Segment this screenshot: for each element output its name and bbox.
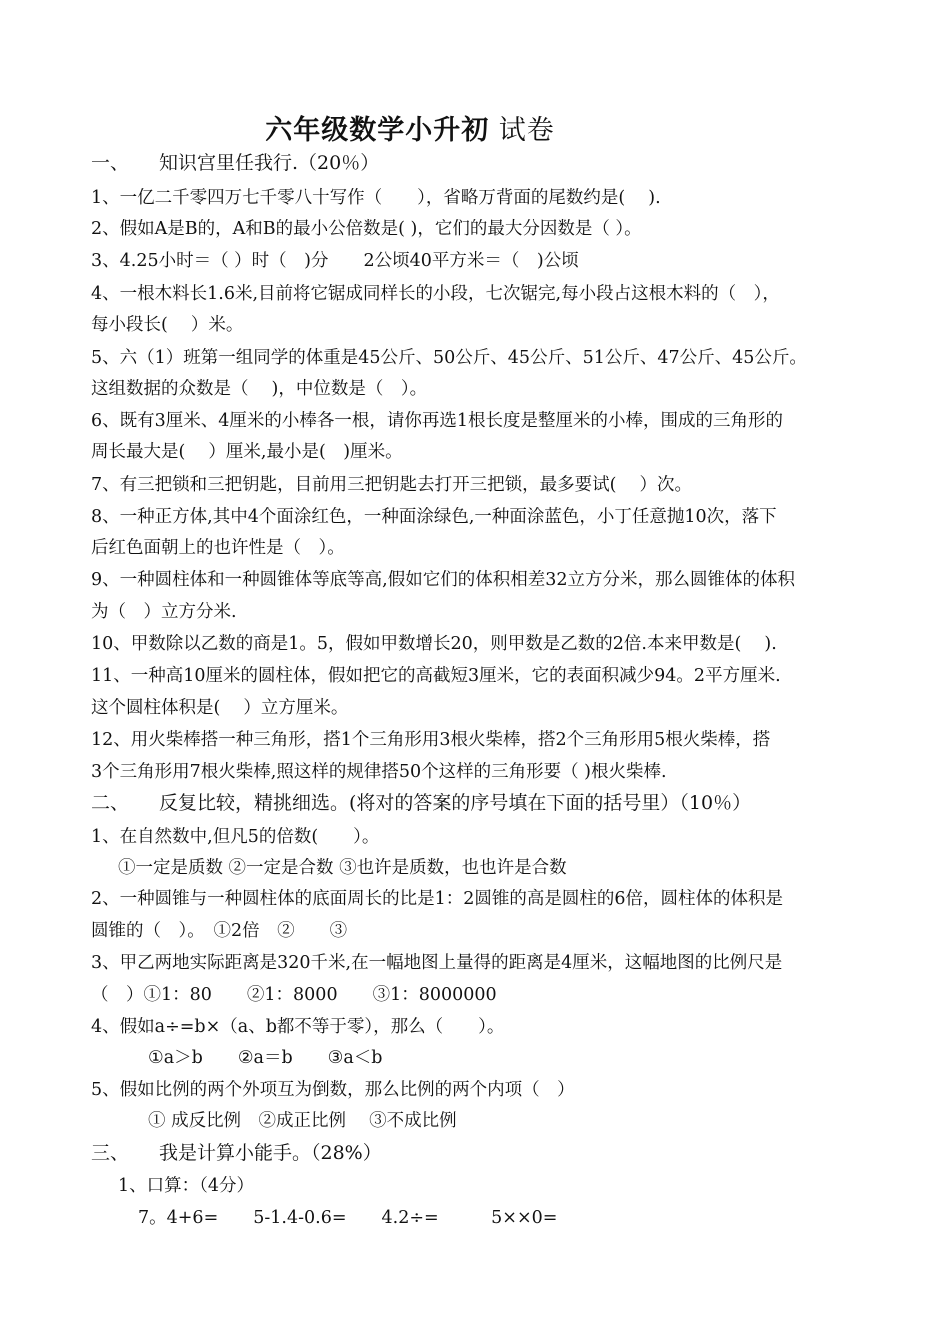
question-line: 3、甲乙两地实际距离是320千米,在一幅地图上量得的距离是4厘米，这幅地图的比例尺是: [91, 953, 783, 973]
question-line: 为（ ）立方分米.: [91, 602, 237, 622]
question-line: 5、六（1）班第一组同学的体重是45公斤、50公斤、45公斤、51公斤、47公斤、45公斤。: [91, 348, 807, 368]
title-main: 六年级数学小升初: [265, 115, 490, 146]
question-line: 12、用火柴棒搭一种三角形，搭1个三角形用3根火柴棒，搭2个三角形用5根火柴棒，搭: [91, 730, 771, 750]
option-line: ① 成反比例 ②成正比例 ③不成比例: [148, 1111, 457, 1131]
section-2-heading: [91, 792, 751, 814]
page-title: [0, 108, 820, 147]
question-line: 11、一种高10厘米的圆柱体，假如把它的高截短3厘米，它的表面积减少94。2平方厘米.: [91, 666, 781, 686]
question-line: 6、既有3厘米、4厘米的小棒各一根，请你再选1根长度是整厘米的小棒，围成的三角形的: [91, 411, 784, 431]
section-1-heading: [91, 152, 379, 174]
option-line: ①a＞b ②a＝b ③a＜b: [148, 1048, 383, 1068]
question-line: 这个圆柱体积是( ）立方厘米。: [91, 698, 349, 718]
question-line: 4、一根木料长1.6米,目前将它锯成同样长的小段，七次锯完,每小段占这根木料的（ ），: [91, 284, 780, 304]
question-line: 8、一种正方体,其中4个面涂红色，一种面涂绿色,一种面涂蓝色，小丁任意抛10次，落下: [91, 507, 777, 527]
section-3-heading: [91, 1142, 382, 1164]
section-number: 二、: [91, 792, 130, 814]
question-line: 4、假如a÷=b×（a、b都不等于零），那么（ ）。: [91, 1017, 505, 1037]
option-line: ①一定是质数 ②一定是合数 ③也许是质数，也也许是合数: [118, 858, 567, 878]
title-sub: 试卷: [489, 115, 555, 146]
section-title: 我是计算小能手。（28%）: [159, 1142, 382, 1164]
question-line: 1、在自然数中,但凡5的倍数( ）。: [91, 827, 380, 847]
question-line: 5、假如比例的两个外项互为倒数，那么比例的两个内项（ ）: [91, 1080, 575, 1100]
question-line: 后红色面朝上的也许性是（ ）。: [91, 538, 345, 558]
question-line: 这组数据的众数是（ )，中位数是（ ）。: [91, 379, 428, 399]
question-line: 圆锥的（ ）。 ①2倍 ② ③: [91, 921, 348, 941]
section-title: 知识宫里任我行.（20％）: [159, 152, 380, 174]
question-line: 1、一亿二千零四万七千零八十写作（ ），省略万背面的尾数约是( ).: [91, 188, 661, 208]
question-line: 10、甲数除以乙数的商是1。5，假如甲数增长20，则甲数是乙数的2倍.本来甲数是( ).: [91, 634, 777, 654]
section-title: 反复比较，精挑细选。(将对的答案的序号填在下面的括号里）（10％）: [159, 792, 752, 814]
question-line: 3个三角形用7根火柴棒,照这样的规律搭50个这样的三角形要（ )根火柴棒.: [91, 762, 667, 782]
question-line: 3、4.25小时＝（ ）时（ )分 2公顷40平方米＝（ )公顷: [91, 251, 579, 271]
question-line: 周长最大是( ）厘米,最小是( )厘米。: [91, 442, 403, 462]
question-line: 2、一种圆锥与一种圆柱体的底面周长的比是1：2圆锥的高是圆柱的6倍，圆柱体的体积是: [91, 889, 784, 909]
calculation-line: 7。4+6= 5-1.4-0.6= 4.2÷= 5××0=: [138, 1208, 558, 1228]
section-number: 三、: [91, 1142, 130, 1164]
section-number: 一、: [91, 152, 130, 174]
question-line: 2、假如A是B的，A和B的最小公倍数是( )，它们的最大分因数是（ ）。: [91, 219, 642, 239]
question-line: （ ）①1：80 ②1：8000 ③1：8000000: [91, 985, 497, 1005]
question-line: 每小段长( ）米。: [91, 315, 244, 335]
question-line: 9、一种圆柱体和一种圆锥体等底等高,假如它们的体积相差32立方分米，那么圆锥体的体积: [91, 570, 795, 590]
subquestion-line: 1、口算：（4分）: [118, 1176, 255, 1196]
question-line: 7、有三把锁和三把钥匙，目前用三把钥匙去打开三把锁，最多要试( ）次。: [91, 475, 693, 495]
